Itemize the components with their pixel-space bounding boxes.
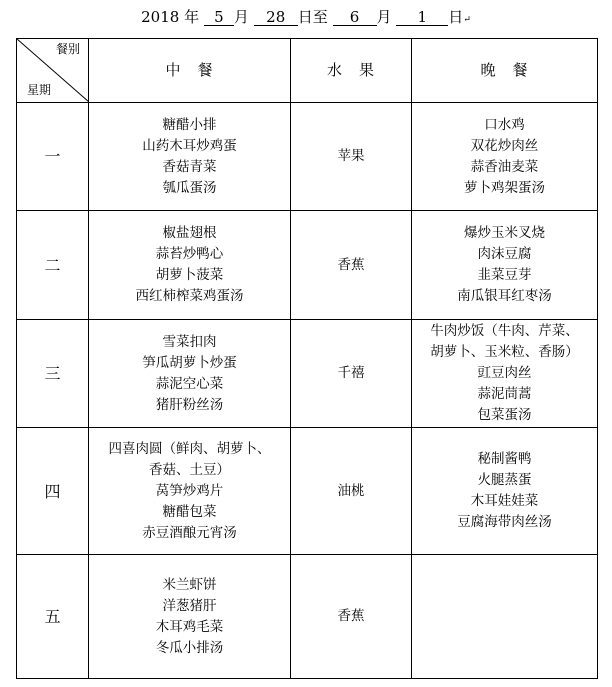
menu-date-title [0,6,612,31]
dish: 蒜泥茼蒿 [477,386,532,402]
dish: 糖醋包菜 [162,503,217,520]
dish: 豇豆肉丝 [477,365,532,381]
dinner-cell [412,103,598,211]
dish: 蒜香油麦菜 [470,158,539,175]
dish: 火腿蒸蛋 [477,472,532,488]
table-row [17,555,598,679]
dish: 莴笋炒鸡片 [155,482,224,499]
fruit-cell: 油桃 [291,428,412,555]
dish: 牛肉炒饭（牛肉、芹菜、 [430,323,579,339]
weekday-cell: 四 [17,428,89,555]
meal-category-label: 餐别 [55,42,80,56]
day-to-char: 日至 [297,8,328,26]
year: 2018 [141,8,180,26]
dish: 韭菜豆芽 [477,267,532,283]
weekly-menu-table [16,38,598,679]
weekday-cell: 三 [17,320,89,428]
dish: 包菜蛋汤 [477,407,532,423]
start-month: 5 [204,9,234,26]
end-day: 1 [396,9,448,26]
lunch-cell [89,555,291,679]
lunch-cell [89,211,291,320]
dish: 西红柿榨菜鸡蛋汤 [135,288,244,304]
weekday-cell: 一 [17,103,89,211]
weekday-cell: 二 [17,211,89,320]
dish: 木耳娃娃菜 [470,493,539,509]
dinner-cell [412,428,598,555]
weekday-label: 星期 [27,83,52,97]
dish: 双花炒肉丝 [470,137,539,154]
dish: 蒜苔炒鸭心 [155,246,224,262]
diagonal-header [17,39,88,102]
dish: 爆炒玉米叉烧 [464,225,545,241]
table-row [17,103,598,211]
lunch-header: 中 餐 [89,39,291,103]
dish: 山药木耳炒鸡蛋 [142,137,237,154]
dish: 雪菜扣肉 [162,333,217,350]
dish: 秘制酱鸭 [477,451,532,467]
dish: 香菇、土豆） [149,461,230,478]
dinner-cell [412,320,598,428]
dish: 米兰虾饼 [162,576,217,593]
table-row [17,428,598,555]
dish: 糖醋小排 [162,116,217,133]
fruit-cell: 香蕉 [291,211,412,320]
dish: 胡萝卜菠菜 [155,267,224,283]
dinner-cell [412,555,598,679]
fruit-header: 水 果 [291,39,412,103]
fruit-cell: 香蕉 [291,555,412,679]
year-char: 年 [184,8,200,26]
month-char-2: 月 [376,8,392,26]
header-row [17,39,598,103]
weekday-cell: 五 [17,555,89,679]
dish: 南瓜银耳红枣汤 [457,288,552,304]
dish: 赤豆酒酿元宵汤 [142,524,237,541]
lunch-cell [89,103,291,211]
dish: 四喜肉圆（鲜肉、胡萝卜、 [108,440,271,457]
dish: 豆腐海带肉丝汤 [457,514,552,530]
fruit-cell: 千禧 [291,320,412,428]
dish: 萝卜鸡架蛋汤 [464,179,545,196]
end-month: 6 [333,9,377,26]
month-char: 月 [233,8,249,26]
dinner-cell [412,211,598,320]
dinner-header: 晚 餐 [412,39,598,103]
dish: 洋葱猪肝 [162,597,217,614]
dish: 口水鸡 [484,116,525,133]
dish: 瓠瓜蛋汤 [162,179,217,196]
dish: 笋瓜胡萝卜炒蛋 [142,354,237,371]
dish: 肉沫豆腐 [477,246,532,262]
lunch-cell [89,320,291,428]
dish: 胡萝卜、玉米粒、香肠） [430,344,579,360]
paragraph-mark-icon: ↵ [463,15,471,25]
lunch-cell [89,428,291,555]
dish: 蒜泥空心菜 [155,375,224,392]
dish: 猪肝粉丝汤 [155,396,224,413]
start-day: 28 [254,9,298,26]
fruit-cell: 苹果 [291,103,412,211]
dish: 香菇青菜 [162,158,217,175]
day-char: 日 [448,8,464,26]
diagonal-header-cell [17,39,89,103]
table-row [17,320,598,428]
dish: 冬瓜小排汤 [155,639,224,656]
dish: 木耳鸡毛菜 [155,618,224,635]
dish: 椒盐翅根 [162,225,217,241]
table-row [17,211,598,320]
